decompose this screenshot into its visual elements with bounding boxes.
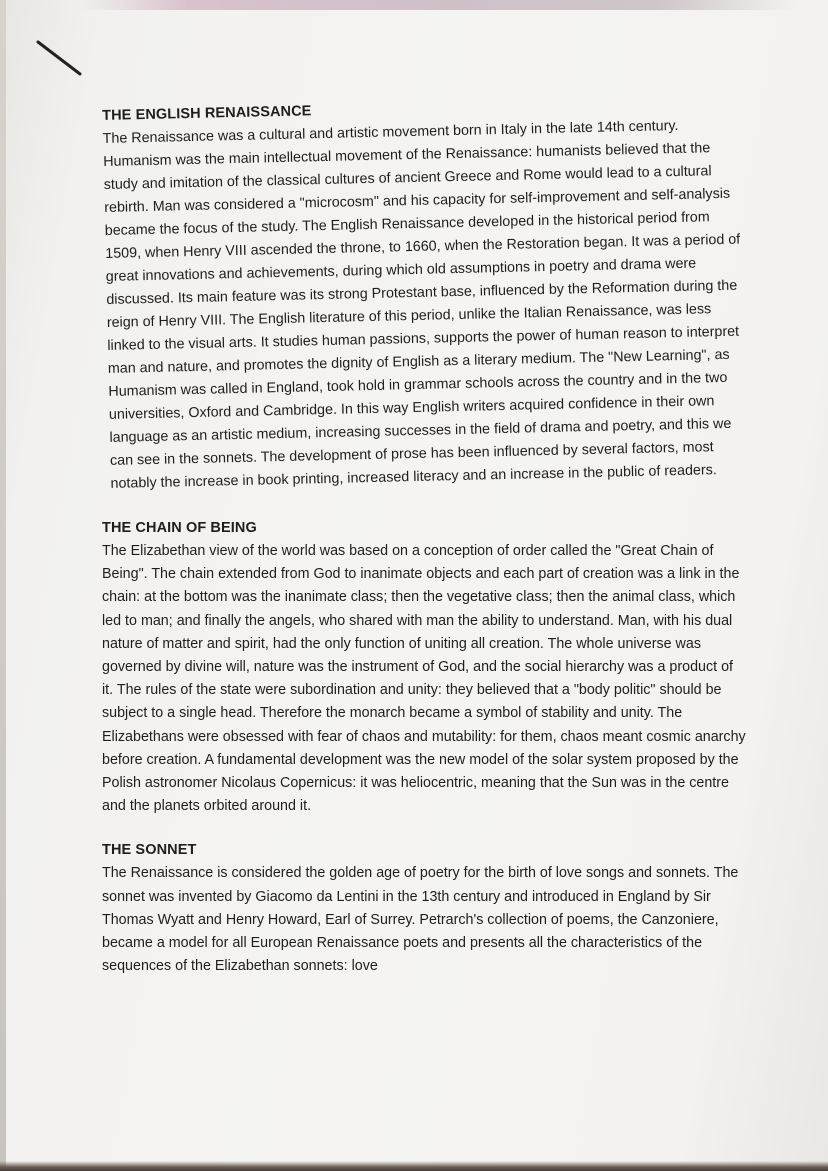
section-heading: THE CHAIN OF BEING <box>102 520 257 536</box>
document-body <box>102 103 746 1002</box>
paper-bottom-edge <box>0 1161 828 1171</box>
section-paragraph: The Renaissance was a cultural and artistic movement born in Italy in the late 14th century. Humanism was the main intellectual movement of the Renaissance: humanists believed that the study and imitation of the classical cultures of ancient Greece and Rome would lead to a cultural rebirth. Man was considered a "microcosm" and his capacity for self-improvement and self-analysis became the focus of the study. The English Renaissance developed in the historical period from 1509, when Henry VIII ascended the throne, to 1660, when the Restoration began. It was a period of great innovations and achievements, during which old assumptions in poetry and drama were discussed. Its main feature was its strong Protestant base, influenced by the Reformation during the reign of Henry VIII. The English literature of this period, unlike the Italian Renaissance, was less linked to the visual arts. It studies human passions, supports the power of human reason to interpret man and nature, and promotes the dignity of English as a literary medium. The "New Learning", as Humanism was called in England, took hold in grammar schools across the country and in the two universities, Oxford and Cambridge. In this way English writers acquired confidence in their own language as an artistic medium, increasing successes in the field of drama and poetry, and this we can see in the sonnets. The development of prose has been influenced by several factors, most notably the increase in book printing, increased literacy and an increase in the public of readers. <box>102 117 741 492</box>
section-paragraph: The Elizabethan view of the world was based on a conception of order called the "Great Chain of Being". The chain extended from God to inanimate objects and each part of creation was a link in the chain: at the bottom was the inanimate class; then the vegetative class; then the animal class, which led to man; and finally the angels, who shared with man the ability to understand. Man, with his dual nature of matter and spirit, had the only function of uniting all creation. The whole universe was governed by divine will, nature was the instrument of God, and the social hierarchy was a product of it. The rules of the state were subordination and unity: they believed that a "body politic" should be subject to a single head. Therefore the monarch became a symbol of stability and unity. The Elizabethans were obsessed with fear of chaos and mutability: for them, chaos meant cosmic anarchy before creation. A fundamental development was the new model of the solar system proposed by the Polish astronomer Nicolaus Copernicus: it was heliocentric, meaning that the Sun was in the centre and the planets orbited around it. <box>102 543 746 815</box>
paper-top-edge <box>80 0 800 10</box>
section-heading: THE SONNET <box>102 842 197 859</box>
paper-left-edge <box>0 0 6 1171</box>
section-the-sonnet <box>102 842 746 978</box>
section-heading: THE ENGLISH RENAISSANCE <box>102 103 312 124</box>
section-chain-of-being <box>102 520 746 818</box>
section-paragraph: The Renaissance is considered the golden age of poetry for the birth of love songs and sonnets. The sonnet was invented by Giacomo da Lentini in the 13th century and introduced in England by Sir Thomas Wyatt and Henry Howard, Earl of Surrey. Petrarch's collection of poems, the Canzoniere, became a model for all European Renaissance poets and presents all the characteristics of the sequences of the Elizabethan sonnets: love <box>102 865 739 975</box>
folded-corner-icon <box>36 40 86 80</box>
section-english-renaissance <box>102 93 755 496</box>
